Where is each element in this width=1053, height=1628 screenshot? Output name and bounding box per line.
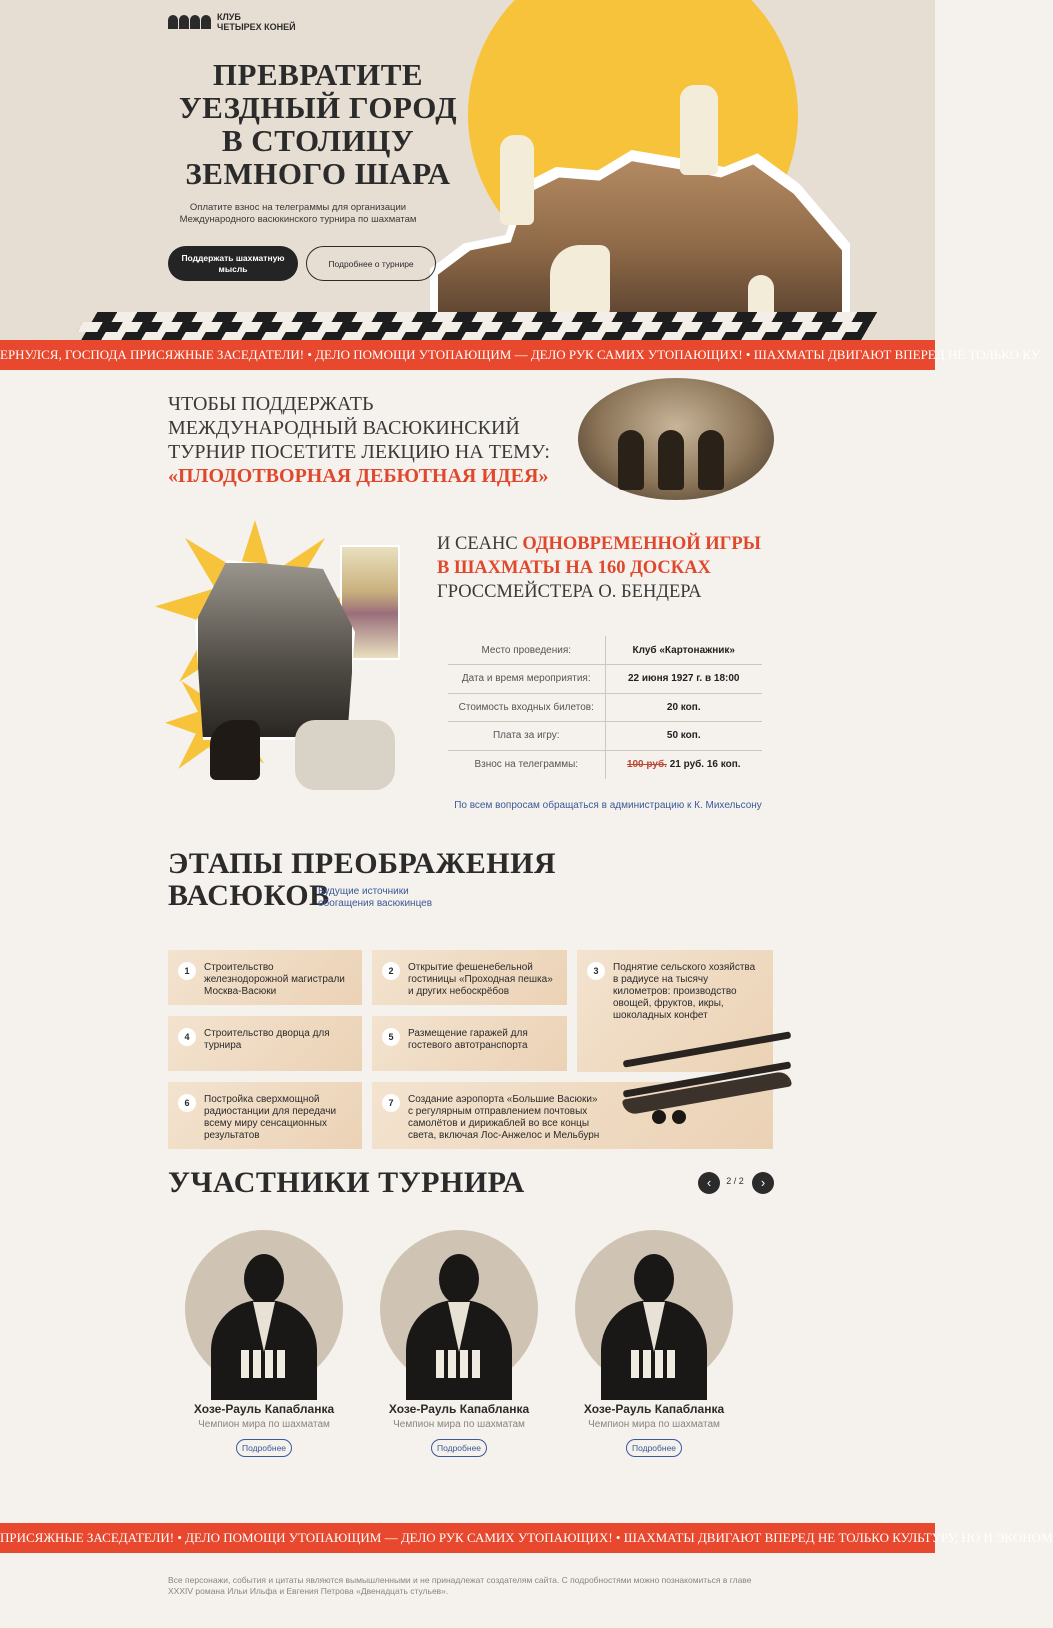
stage-text: Поднятие сельского хозяйства в радиусе на тысячу километров: производство овощей, фруктов, икры, шоколадных конфет xyxy=(613,962,756,1021)
player-more-button[interactable]: Подробнее xyxy=(431,1439,487,1457)
stage-number: 2 xyxy=(382,962,400,980)
plane-wheel xyxy=(652,1110,666,1124)
chess-pieces-icon xyxy=(436,1350,482,1378)
silhouette-head xyxy=(244,1254,284,1304)
support-button[interactable]: Поддержать шахматную мысль xyxy=(168,246,298,281)
info-label: Дата и время мероприятия: xyxy=(448,665,605,694)
table-row xyxy=(448,636,762,665)
stage-text: Открытие фешенебельной гостиницы «Проходная пешка» и других небоскрёбов xyxy=(408,962,553,997)
black-knight-illustration xyxy=(210,720,260,780)
stage-card xyxy=(372,1016,567,1071)
stage-text: Постройка сверхмощной радиостанции для передачи всему миру сенсационных результатов xyxy=(204,1094,337,1141)
player-role: Чемпион мира по шахматам xyxy=(588,1419,720,1430)
stages-note: Будущие источники обогащения васюкинцев xyxy=(318,886,433,909)
player-role: Чемпион мира по шахматам xyxy=(393,1419,525,1430)
table-row xyxy=(448,693,762,722)
stages-title: ЭТАПЫ ПРЕОБРАЖЕНИЯ ВАСЮКОВ xyxy=(168,847,557,912)
white-king-illustration xyxy=(680,85,718,175)
player-card xyxy=(379,1230,539,1457)
chess-pieces-icon xyxy=(241,1350,287,1378)
old-price: 100 руб. xyxy=(626,759,667,770)
stage-number: 1 xyxy=(178,962,196,980)
silhouette-head xyxy=(634,1254,674,1304)
stage-card xyxy=(168,1082,362,1149)
info-label: Место проведения: xyxy=(448,636,605,665)
table-row xyxy=(448,722,762,751)
chess-players-photo xyxy=(578,378,774,500)
info-label: Стоимость входных билетов: xyxy=(448,693,605,722)
stage-text: Создание аэропорта «Большие Васюки» с регулярным отправлением почтовых самолётов и дирижаблей во все концы света, включая Лос-Анжелос и Мельбурн xyxy=(408,1094,600,1141)
stage-text: Строительство железнодорожной магистрали Москва-Васюки xyxy=(204,962,345,997)
prev-arrow-icon[interactable]: ‹ xyxy=(698,1172,720,1194)
stage-number: 5 xyxy=(382,1028,400,1046)
lecture-block xyxy=(168,392,568,488)
info-value: 20 коп. xyxy=(605,693,762,722)
player-avatar xyxy=(575,1230,733,1388)
logo-text: КЛУБ ЧЕТЫРЕХ КОНЕЙ xyxy=(217,12,296,32)
player-silhouette xyxy=(618,430,644,490)
info-value: Клуб «Картонажник» xyxy=(605,636,762,665)
seance-suffix: ГРОССМЕЙСТЕРА О. БЕНДЕРА xyxy=(437,582,702,602)
player-silhouette xyxy=(658,430,684,490)
stage-card xyxy=(168,950,362,1005)
player-name: Хозе-Рауль Капабланка xyxy=(388,1402,530,1416)
player-avatar xyxy=(185,1230,343,1388)
silhouette-head xyxy=(439,1254,479,1304)
footer-disclaimer: Все персонажи, события и цитаты являются вымышленными и не принадлежат создателям сайта. С подробностями можно познакомиться в главе XXXIV романа Ильи Ильфа и Евгения Петрова «Двенадцать стульев». xyxy=(168,1575,752,1596)
seance-accent: ОДНОВРЕМЕННОЙ ИГРЫ В ШАХМАТЫ НА 160 ДОСКАХ xyxy=(437,534,761,578)
ticker-top-text: ЕРНУЛСЯ, ГОСПОДА ПРИСЯЖНЫЕ ЗАСЕДАТЕЛИ! • ДЕЛО ПОМОЩИ УТОПАЮЩИМ — ДЕЛО РУК САМИХ УТОПАЮЩИХ! • ШАХМАТЫ ДВИГАЮТ ВПЕРЕД НЕ ТОЛЬКО КУ xyxy=(0,347,1040,362)
white-knight-illustration xyxy=(550,245,610,315)
player-avatar xyxy=(380,1230,538,1388)
hand-moving-piece-illustration xyxy=(295,720,395,790)
participants-title: УЧАСТНИКИ ТУРНИРА xyxy=(168,1166,525,1199)
player-name: Хозе-Рауль Капабланка xyxy=(583,1402,725,1416)
ticker-bottom-text: ПРИСЯЖНЫЕ ЗАСЕДАТЕЛИ! • ДЕЛО ПОМОЩИ УТОПАЮЩИМ — ДЕЛО РУК САМИХ УТОПАЮЩИХ! • ШАХМАТЫ ДВИГАЮТ ВПЕРЕД НЕ ТОЛЬКО КУЛЬТУРУ, НО И ЭКОНОМ xyxy=(0,1530,1053,1545)
event-info-table xyxy=(448,636,762,779)
info-value: 50 коп. xyxy=(605,722,762,751)
hero-title: ПРЕВРАТИТЕ УЕЗДНЫЙ ГОРОД В СТОЛИЦУ ЗЕМНОГО ШАРА xyxy=(178,57,458,191)
seance-title xyxy=(437,532,777,604)
hero-section xyxy=(0,0,935,340)
biplane-illustration xyxy=(612,1040,792,1130)
hero-subtitle: Оплатите взнос на телеграммы для организации Международного васюкинского турнира по шахматам xyxy=(179,202,417,225)
table-row xyxy=(448,665,762,694)
player-card xyxy=(574,1230,734,1457)
tournament-details-button[interactable]: Подробнее о турнире xyxy=(306,246,436,281)
plane-wheel xyxy=(672,1110,686,1124)
info-value-fee xyxy=(605,750,762,779)
pager-count: 2 / 2 xyxy=(726,1176,744,1186)
grandmaster-portrait xyxy=(195,560,355,740)
table-row xyxy=(448,750,762,779)
stage-number: 3 xyxy=(587,962,605,980)
chess-pieces-icon xyxy=(631,1350,677,1378)
player-silhouette xyxy=(698,430,724,490)
lecture-text: ЧТОБЫ ПОДДЕРЖАТЬ МЕЖДУНАРОДНЫЙ ВАСЮКИНСКИЙ ТУРНИР ПОСЕТИТЕ ЛЕКЦИЮ НА ТЕМУ: xyxy=(168,393,550,463)
site-logo[interactable] xyxy=(168,12,296,32)
ticker-bottom xyxy=(0,1523,1053,1553)
player-role: Чемпион мира по шахматам xyxy=(198,1419,330,1430)
new-price: 21 руб. 16 коп. xyxy=(669,759,741,770)
stage-number: 7 xyxy=(382,1094,400,1112)
four-knights-icon xyxy=(168,15,211,29)
stage-card xyxy=(372,950,567,1005)
chessboard-row-illustration xyxy=(77,322,863,332)
player-card xyxy=(184,1230,344,1457)
player-more-button[interactable]: Подробнее xyxy=(236,1439,292,1457)
ticker-top xyxy=(0,340,1040,370)
stage-number: 6 xyxy=(178,1094,196,1112)
stage-text: Размещение гаражей для гостевого автотранспорта xyxy=(408,1028,528,1051)
info-label: Плата за игру: xyxy=(448,722,605,751)
lecture-topic: «ПЛОДОТВОРНАЯ ДЕБЮТНАЯ ИДЕЯ» xyxy=(168,465,549,487)
player-name: Хозе-Рауль Капабланка xyxy=(193,1402,335,1416)
seance-prefix: И СЕАНС xyxy=(437,534,523,554)
white-queen-illustration xyxy=(500,135,534,225)
contact-link[interactable]: По всем вопросам обращаться в администрацию к К. Михельсону xyxy=(454,800,762,811)
info-label: Взнос на телеграммы: xyxy=(448,750,605,779)
stage-card xyxy=(168,1016,362,1071)
stage-number: 4 xyxy=(178,1028,196,1046)
next-arrow-icon[interactable]: › xyxy=(752,1172,774,1194)
player-more-button[interactable]: Подробнее xyxy=(626,1439,682,1457)
bender-collage xyxy=(155,520,405,800)
info-value: 22 июня 1927 г. в 18:00 xyxy=(605,665,762,694)
stage-text: Строительство дворца для турнира xyxy=(204,1028,330,1051)
